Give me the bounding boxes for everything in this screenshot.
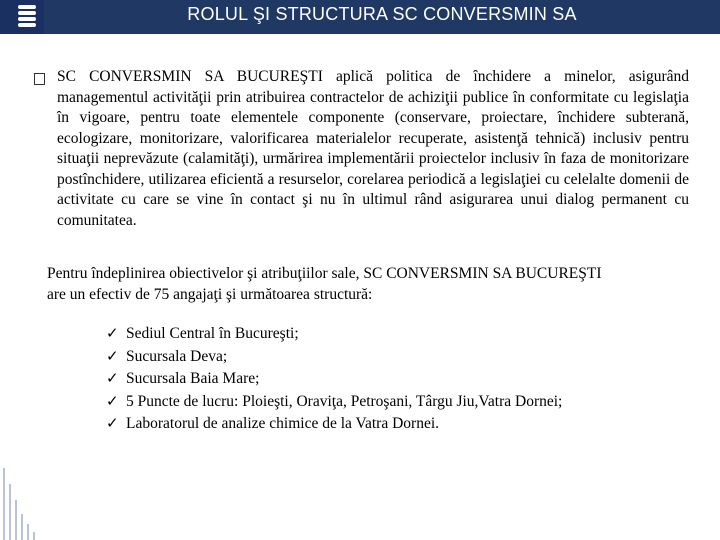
slide-title: ROLUL ŞI STRUCTURA SC CONVERSMIN SA: [187, 4, 577, 24]
square-bullet-icon: [34, 73, 45, 85]
menu-panel[interactable]: [0, 0, 44, 34]
list-item: [106, 322, 562, 345]
list-item-label: 5 Puncte de lucru: Ploieşti, Oraviţa, Petroşani, Târgu Jiu,Vatra Dornei;: [126, 392, 563, 410]
list-item-label: Sucursala Baia Mare;: [126, 370, 260, 387]
structure-list: [106, 322, 562, 435]
list-item-label: Laboratorul de analize chimice de la Vatra Dornei.: [126, 415, 440, 432]
corner-decoration: [0, 462, 42, 540]
checkmark-icon: ✓: [106, 414, 119, 432]
checkmark-icon: ✓: [106, 324, 119, 342]
hamburger-icon[interactable]: [18, 5, 36, 29]
list-item: [106, 412, 562, 435]
checkmark-icon: ✓: [106, 346, 119, 365]
list-item: [106, 345, 562, 368]
list-item: [106, 390, 562, 413]
checkmark-icon: ✓: [106, 369, 119, 387]
checkmark-icon: ✓: [106, 391, 119, 410]
list-item-label: Sucursala Deva;: [126, 347, 228, 365]
list-item-label: Sediul Central în Bucureşti;: [126, 325, 299, 342]
title-bar: [0, 0, 720, 34]
policy-paragraph: SC CONVERSMIN SA BUCUREŞTI aplică politica de închidere a minelor, asigurând managementul activităţii prin atribuirea contractelor de achiziţii publice în conformitate cu legislaţia în vigoare, pentru toate elementele componente (conservare, proiectare, închidere subterană, ecologizare, monitorizare, valorificarea materialelor recuperate, asistenţă tehnică) inclusiv pentru situaţii neprevăzute (calamităţi), urmărirea implementării proiectelor inclusiv în faza de monitorizare postînchidere, utilizarea eficientă a resurselor, corelarea periodică a legislaţiei cu celelalte domenii de activitate cu care se vine în contact şi nu în ultimul rând asigurarea unui dialog permanent cu comunitatea.: [57, 68, 689, 229]
structure-intro-paragraph: Pentru îndeplinirea obiectivelor şi atribuţiilor sale, SC CONVERSMIN SA BUCUREŞTI are un efectiv de 75 angajaţi şi următoarea structură:: [47, 265, 602, 303]
list-item: [106, 367, 562, 390]
